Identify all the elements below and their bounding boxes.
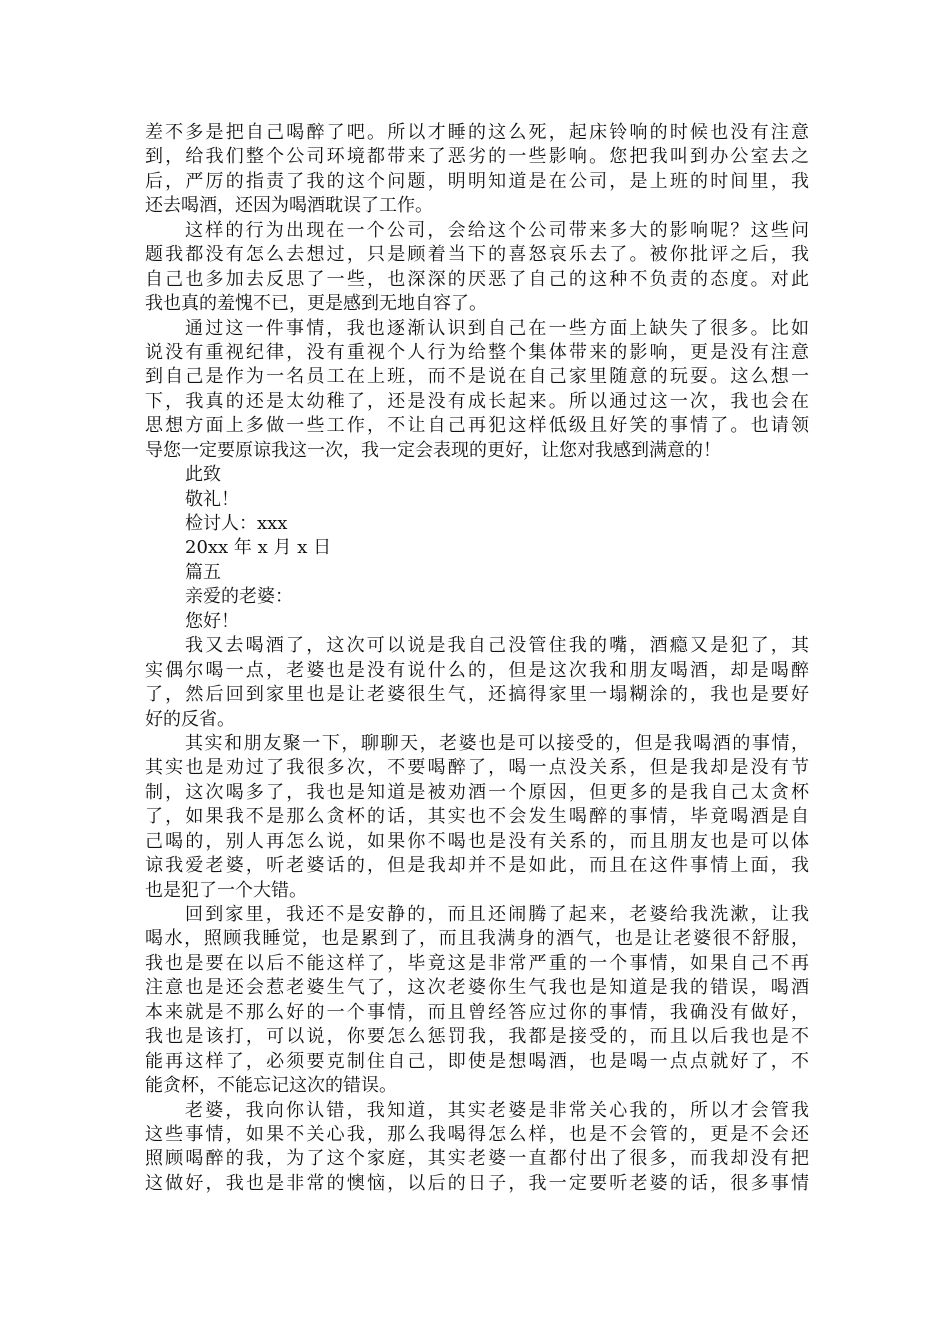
text-line: 喝水，照顾我睡觉，也是累到了，而且我满身的酒气，也是让老婆很不舒服， (145, 928, 809, 950)
text-line: 谅我爱老婆，听老婆话的，但是我却并不是如此，而且在这件事情上面，我 (145, 855, 809, 877)
text-line: 这些事情，如果不关心我，那么我喝得怎么样，也是不会管的，更是不会还 (145, 1123, 809, 1145)
text-line: 了，然后回到家里也是让老婆很生气，还搞得家里一塌糊涂的，我也是要好 (145, 684, 809, 706)
text-line: 老婆，我向你认错，我知道，其实老婆是非常关心我的，所以才会管我 (185, 1099, 809, 1121)
text-line: 这做好，我也是非常的懊恼，以后的日子，我一定要听老婆的话，很多事情 (145, 1172, 809, 1194)
text-line: 这样的行为出现在一个公司，会给这个公司带来多大的影响呢？这些问 (185, 219, 809, 241)
text-line: 制，这次喝多了，我也是知道是被劝酒一个原因，但更多的是我自己太贪杯 (145, 781, 809, 803)
section-heading: 篇五 (185, 561, 221, 583)
text-line: 亲爱的老婆： (185, 586, 293, 608)
text-line: 通过这一件事情，我也逐渐认识到自己在一些方面上缺失了很多。比如 (185, 317, 809, 339)
text-line: 题我都没有怎么去想过，只是顾着当下的喜怒哀乐去了。被你批评之后，我 (145, 244, 809, 266)
text-line: 您好！ (185, 610, 239, 632)
text-line: 差不多是把自己喝醉了吧。所以才睡的这么死，起床铃响的时候也没有注意 (145, 122, 809, 143)
text-line: 下，我真的还是太幼稚了，还是没有成长起来。所以通过这一次，我也会在 (145, 390, 809, 412)
text-line: 我也是要在以后不能这样了，毕竟这是非常严重的一个事情，如果自己不再 (145, 952, 809, 974)
text-line: 后，严厉的指责了我的这个问题，明明知道是在公司，是上班的时间里，我 (145, 170, 809, 192)
text-line: 思想方面上多做一些工作，不让自己再犯这样低级且好笑的事情了。也请领 (145, 415, 809, 437)
text-line: 其实也是劝过了我很多次，不要喝醉了，喝一点没关系，但是我却是没有节 (145, 757, 809, 779)
text-line: 能再这样了，必须要克制住自己，即使是想喝酒，也是喝一点点就好了，不 (145, 1050, 809, 1072)
text-line: 还去喝酒，还因为喝酒耽误了工作。 (145, 195, 433, 217)
text-line: 到，给我们整个公司环境都带来了恶劣的一些影响。您把我叫到办公室去之 (145, 146, 809, 168)
text-line: 了，如果我不是那么贪杯的话，其实也不会发生喝醉的事情，毕竟喝酒是自 (145, 806, 809, 828)
text-line: 我又去喝酒了，这次可以说是我自己没管住我的嘴，酒瘾又是犯了，其 (185, 635, 809, 657)
text-line: 自己也多加去反思了一些，也深深的厌恶了自己的这种不负责的态度。对此 (145, 268, 809, 290)
text-line: 注意也是还会惹老婆生气了，这次老婆你生气我也是知道是我的错误，喝酒 (145, 977, 809, 999)
text-line: 此致 (185, 464, 221, 486)
text-line: 我也真的羞愧不已，更是感到无地自容了。 (145, 293, 487, 315)
text-line: 己喝的，别人再怎么说，如果你不喝也是没有关系的，而且朋友也是可以体 (145, 830, 809, 852)
text-line: 好的反省。 (145, 708, 235, 730)
text-line: 其实和朋友聚一下，聊聊天，老婆也是可以接受的，但是我喝酒的事情， (185, 732, 809, 754)
text-line: 能贪杯，不能忘记这次的错误。 (145, 1075, 397, 1097)
text-line: 说没有重视纪律，没有重视个人行为给整个集体带来的影响，更是没有注意 (145, 341, 809, 363)
text-line: 到自己是作为一名员工在上班，而不是说在自己家里随意的玩耍。这么想一 (145, 366, 809, 388)
document-page (145, 121, 809, 1196)
text-line: 照顾喝醉的我，为了这个家庭，其实老婆一直都付出了很多，而我却没有把 (145, 1148, 809, 1170)
text-line: 导您一定要原谅我这一次，我一定会表现的更好，让您对我感到满意的！ (145, 439, 721, 461)
text-line: 我也是该打，可以说，你要怎么惩罚我，我都是接受的，而且以后我也是不 (145, 1026, 809, 1048)
text-line: 回到家里，我还不是安静的，而且还闹腾了起来，老婆给我洗漱，让我 (185, 904, 809, 925)
text-line: 也是犯了一个大错。 (145, 879, 307, 901)
text-line: 实偶尔喝一点，老婆也是没有说什么的，但是这次我和朋友喝酒，却是喝醉 (145, 659, 809, 681)
text-line: 20xx 年 x 月 x 日 (185, 537, 332, 559)
text-line: 敬礼！ (185, 488, 239, 510)
text-line: 检讨人：xxx (185, 513, 288, 534)
text-line: 本来就是不那么好的一个事情，而且曾经答应过你的事情，我确没有做好， (145, 1001, 809, 1023)
